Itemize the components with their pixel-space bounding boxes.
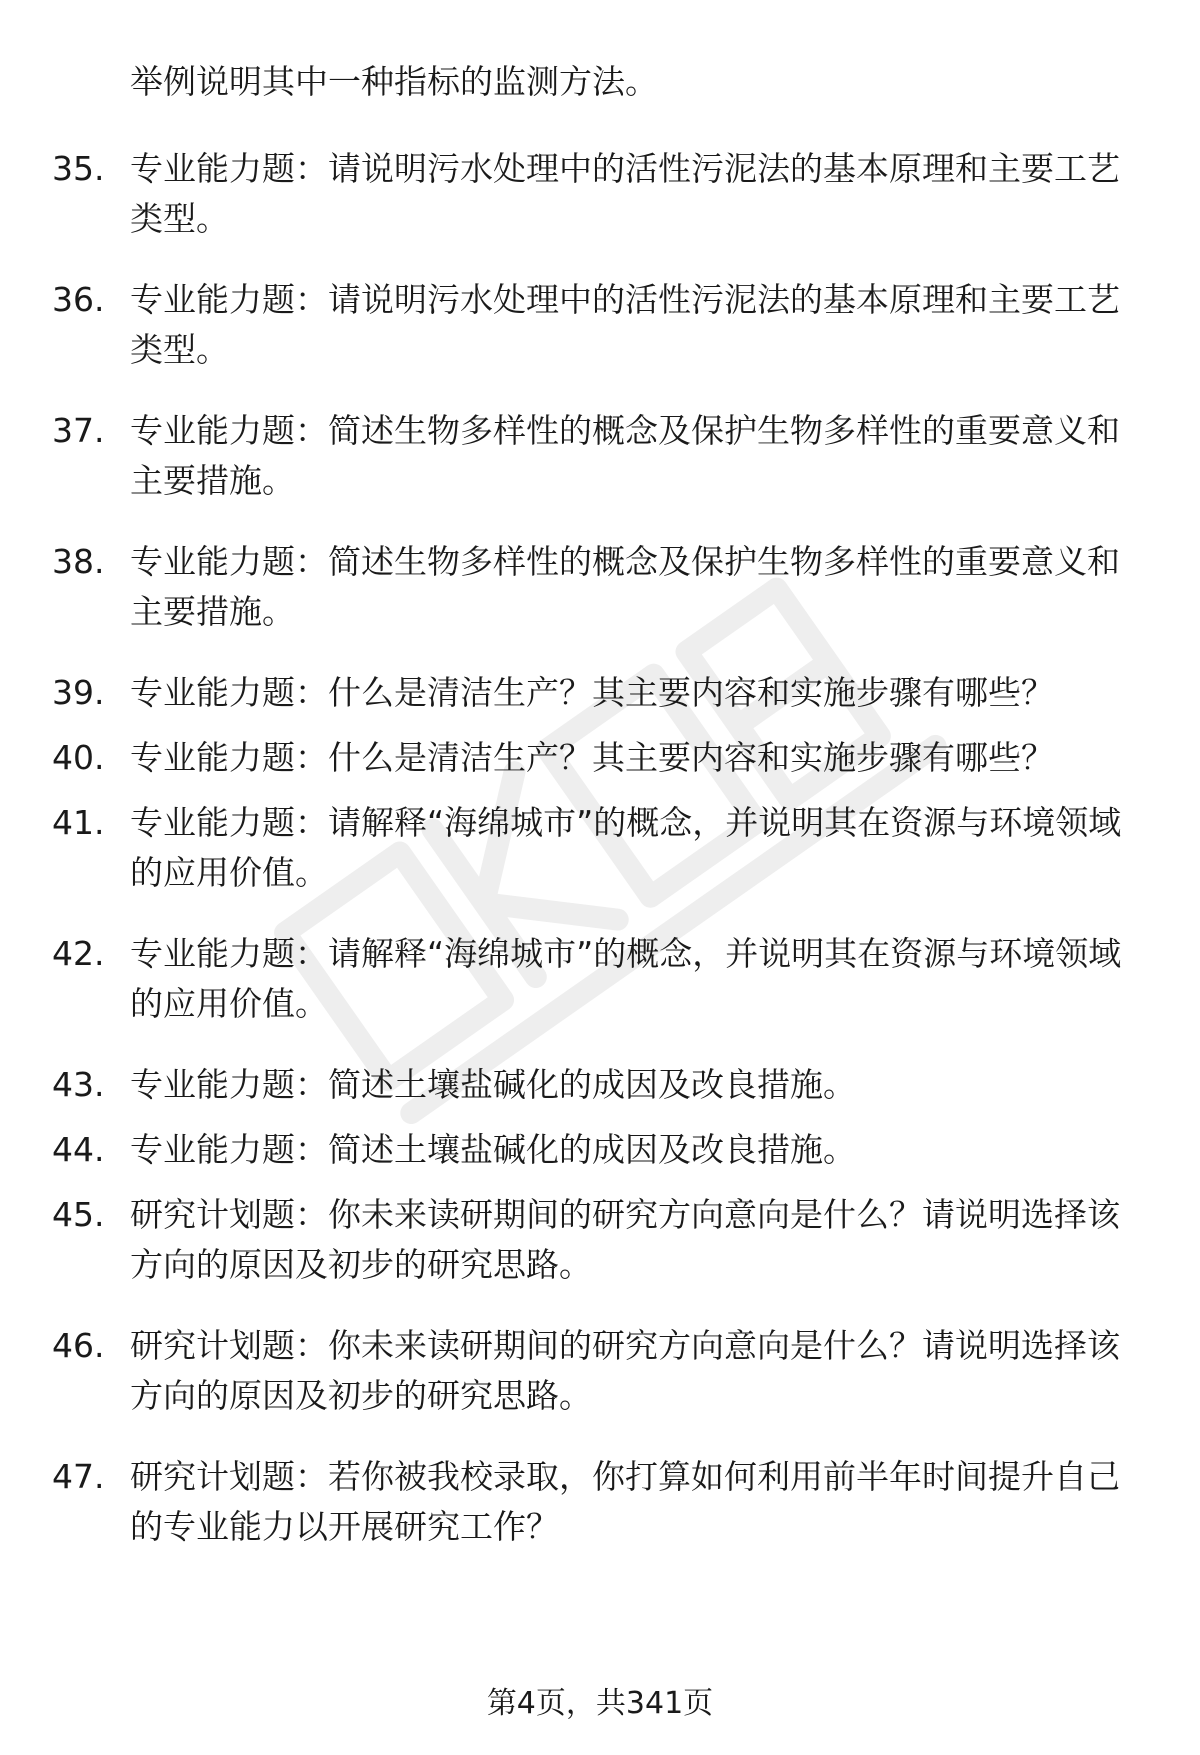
question-item xyxy=(0,733,1200,798)
question-item xyxy=(0,1321,1200,1452)
question-number: 42. xyxy=(52,934,105,973)
question-number: 46. xyxy=(52,1326,105,1365)
question-item xyxy=(0,668,1200,733)
page-footer: 第4页，共341页 xyxy=(486,1686,714,1721)
question-number: 45. xyxy=(52,1195,105,1234)
question-text: 研究计划题：若你被我校录取，你打算如何利用前半年时间提升自己的专业能力以开展研究工作？ xyxy=(130,1457,1120,1546)
question-text: 专业能力题：简述生物多样性的概念及保护生物多样性的重要意义和主要措施。 xyxy=(130,542,1120,631)
question-number: 38. xyxy=(52,542,105,581)
question-item xyxy=(0,1452,1200,1583)
question-number: 36. xyxy=(52,280,105,319)
question-text: 专业能力题：什么是清洁生产？其主要内容和实施步骤有哪些？ xyxy=(130,673,1054,712)
question-number: 43. xyxy=(52,1065,105,1104)
question-number: 47. xyxy=(52,1457,105,1496)
question-item xyxy=(0,1125,1200,1190)
question-item xyxy=(0,929,1200,1060)
question-item xyxy=(0,537,1200,668)
question-number: 41. xyxy=(52,803,105,842)
continuation-text: 举例说明其中一种指标的监测方法。 xyxy=(130,62,658,101)
question-text: 研究计划题：你未来读研期间的研究方向意向是什么？请说明选择该方向的原因及初步的研究思路。 xyxy=(130,1326,1120,1415)
question-item xyxy=(0,144,1200,275)
question-text: 专业能力题：什么是清洁生产？其主要内容和实施步骤有哪些？ xyxy=(130,738,1054,777)
question-item xyxy=(0,798,1200,929)
question-item xyxy=(0,1060,1200,1125)
question-number: 40. xyxy=(52,738,105,777)
question-text: 专业能力题：简述土壤盐碱化的成因及改良措施。 xyxy=(130,1130,856,1169)
question-text: 专业能力题：简述土壤盐碱化的成因及改良措施。 xyxy=(130,1065,856,1104)
question-text: 专业能力题：请解释“海绵城市”的概念，并说明其在资源与环境领域的应用价值。 xyxy=(130,803,1122,892)
question-item xyxy=(0,1190,1200,1321)
question-number: 37. xyxy=(52,411,105,450)
question-number: 44. xyxy=(52,1130,105,1169)
question-item xyxy=(0,275,1200,406)
question-text: 专业能力题：简述生物多样性的概念及保护生物多样性的重要意义和主要措施。 xyxy=(130,411,1120,500)
question-number: 39. xyxy=(52,673,105,712)
question-number: 35. xyxy=(52,149,105,188)
question-list xyxy=(0,144,1200,1583)
question-text: 专业能力题：请说明污水处理中的活性污泥法的基本原理和主要工艺类型。 xyxy=(130,280,1120,369)
question-text: 研究计划题：你未来读研期间的研究方向意向是什么？请说明选择该方向的原因及初步的研究思路。 xyxy=(130,1195,1120,1284)
question-text: 专业能力题：请说明污水处理中的活性污泥法的基本原理和主要工艺类型。 xyxy=(130,149,1120,238)
question-text: 专业能力题：请解释“海绵城市”的概念，并说明其在资源与环境领域的应用价值。 xyxy=(130,934,1122,1023)
question-item xyxy=(0,406,1200,537)
